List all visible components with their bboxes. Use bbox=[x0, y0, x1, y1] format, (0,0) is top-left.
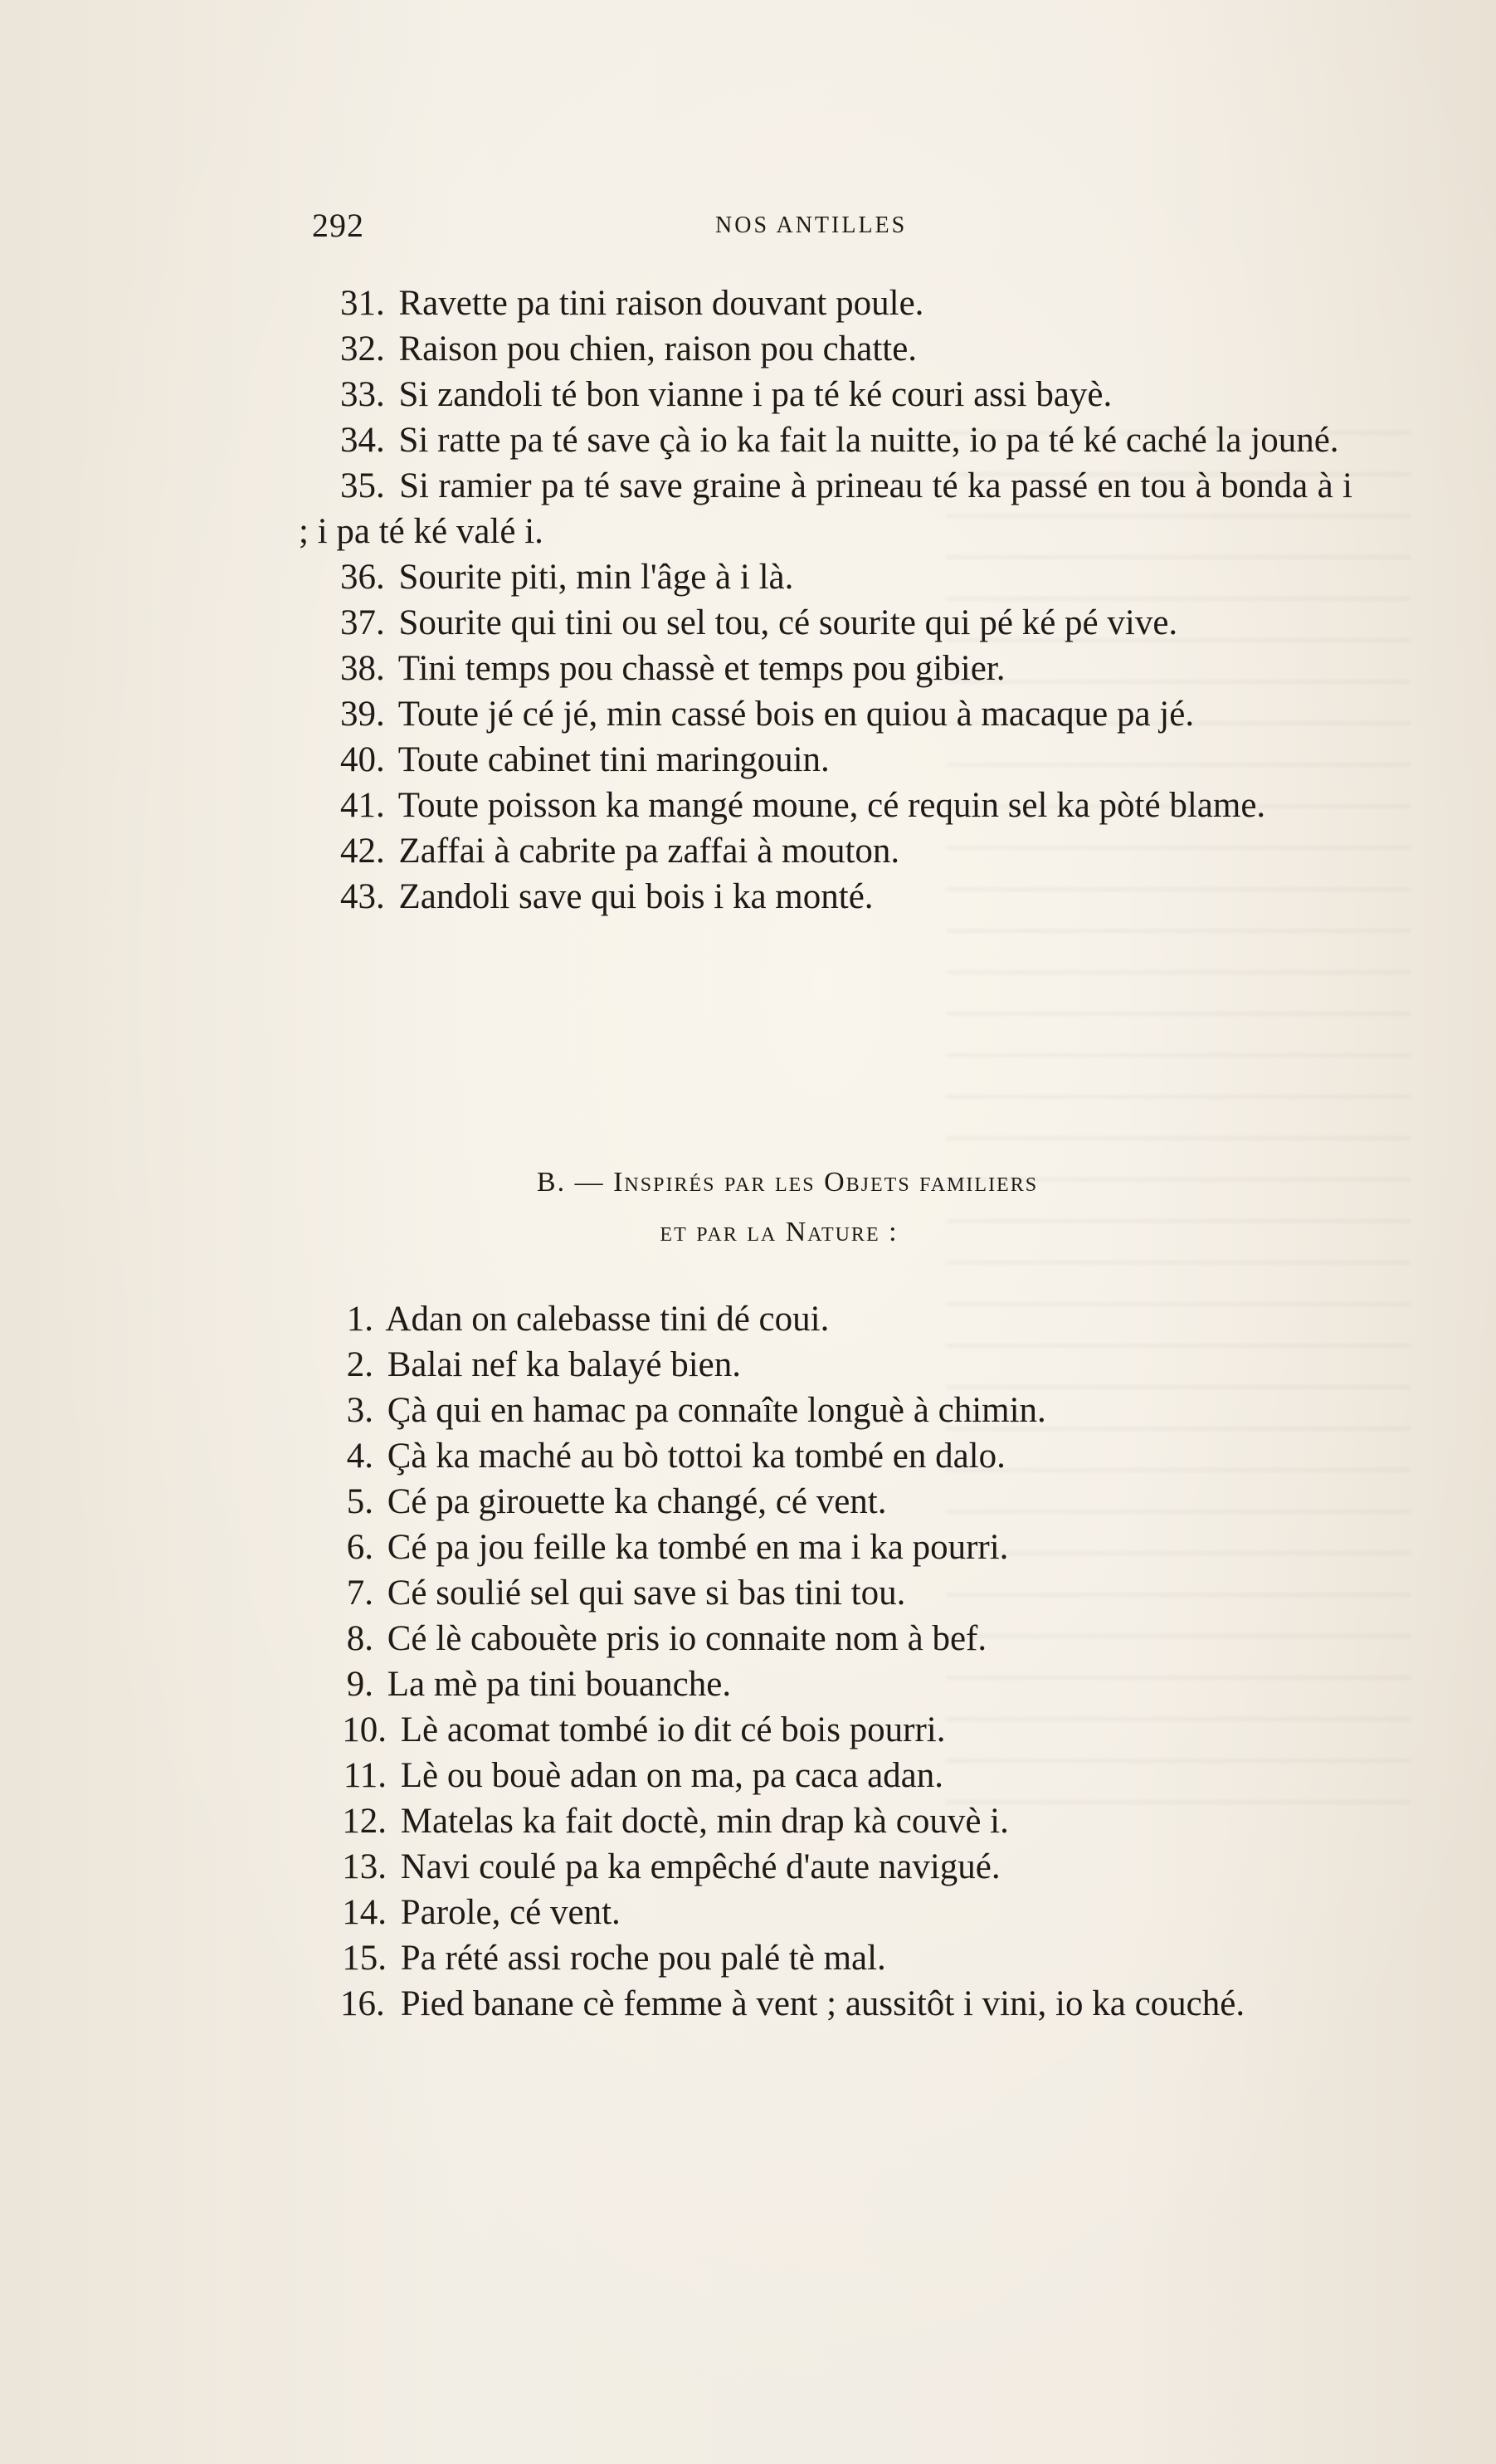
item-number: 5. bbox=[346, 1482, 373, 1521]
item-number: 36. bbox=[340, 558, 385, 597]
list-item bbox=[299, 783, 1352, 828]
list-item bbox=[299, 1981, 1352, 2027]
item-text: Toute jé cé jé, min cassé bois en quiou à macaque pa jé. bbox=[397, 695, 1195, 734]
item-text: Tini temps pou chassè et temps pou gibier. bbox=[397, 649, 1006, 688]
item-text: Toute cabinet tini maringouin. bbox=[397, 740, 830, 779]
item-text: Zandoli save qui bois i ka monté. bbox=[398, 877, 874, 916]
item-text: Matelas ka fait doctè, min drap kà couvè i. bbox=[400, 1802, 1009, 1841]
list-item bbox=[299, 1570, 1352, 1616]
item-number: 42. bbox=[340, 832, 385, 871]
item-text: Si ratte pa té save çà io ka fait la nuitte, io pa té ké caché la jouné. bbox=[398, 421, 1339, 460]
item-number: 16. bbox=[340, 1984, 385, 2023]
list-item bbox=[299, 372, 1352, 417]
page-header bbox=[0, 206, 1496, 247]
item-text: Zaffai à cabrite pa zaffai à mouton. bbox=[398, 832, 900, 871]
section-heading bbox=[0, 1158, 1496, 1257]
item-number: 14. bbox=[342, 1893, 387, 1932]
list-item bbox=[299, 1479, 1352, 1525]
item-text: Parole, cé vent. bbox=[400, 1893, 621, 1932]
running-head: NOS ANTILLES bbox=[715, 212, 908, 238]
item-text: Lè ou bouè adan on ma, pa caca adan. bbox=[400, 1756, 943, 1795]
item-number: 32. bbox=[340, 329, 385, 368]
list-item bbox=[299, 1935, 1352, 1981]
item-number: 12. bbox=[342, 1802, 387, 1841]
list-item bbox=[299, 281, 1352, 326]
item-text: Si zandoli té bon vianne i pa té ké couri assi bayè. bbox=[398, 375, 1113, 414]
item-number: 15. bbox=[342, 1939, 387, 1978]
item-text: Pied banane cè femme à vent ; aussitôt i vini, io ka couché. bbox=[400, 1984, 1245, 2023]
list-item bbox=[299, 1798, 1352, 1844]
item-number: 9. bbox=[346, 1665, 373, 1704]
list-item bbox=[299, 554, 1352, 600]
page-number: 292 bbox=[312, 207, 364, 244]
item-text: Pa rété assi roche pou palé tè mal. bbox=[400, 1939, 886, 1978]
item-text: Cé soulié sel qui save si bas tini tou. bbox=[387, 1574, 906, 1613]
item-number: 38. bbox=[340, 649, 385, 688]
item-number: 1. bbox=[346, 1300, 373, 1339]
list-item bbox=[299, 600, 1352, 646]
list-item bbox=[299, 1753, 1352, 1798]
item-number: 7. bbox=[346, 1574, 373, 1613]
list-item bbox=[299, 463, 1352, 554]
list-item bbox=[299, 417, 1352, 463]
item-number: 2. bbox=[346, 1345, 373, 1384]
item-number: 40. bbox=[340, 740, 385, 779]
list-item bbox=[299, 874, 1352, 920]
proverb-list-a bbox=[299, 281, 1352, 920]
item-text: Çà qui en hamac pa connaîte longuè à chimin. bbox=[387, 1391, 1046, 1430]
list-item bbox=[299, 1707, 1352, 1753]
item-number: 6. bbox=[346, 1528, 373, 1567]
list-item bbox=[299, 1433, 1352, 1479]
item-text: Ravette pa tini raison douvant poule. bbox=[398, 284, 924, 323]
list-item bbox=[299, 1661, 1352, 1707]
item-text: Raison pou chien, raison pou chatte. bbox=[398, 329, 918, 368]
list-item bbox=[299, 1342, 1352, 1388]
item-number: 10. bbox=[342, 1710, 387, 1749]
item-number: 13. bbox=[342, 1847, 387, 1886]
item-text: Navi coulé pa ka empêché d'aute navigué. bbox=[400, 1847, 1001, 1886]
item-text: Cé pa jou feille ka tombé en ma i ka pourri. bbox=[387, 1528, 1009, 1567]
item-number: 3. bbox=[346, 1391, 373, 1430]
item-number: 43. bbox=[340, 877, 385, 916]
list-item bbox=[299, 1616, 1352, 1661]
section-heading-line2: et par la Nature : bbox=[660, 1217, 899, 1247]
item-text: La mè pa tini bouanche. bbox=[387, 1665, 732, 1704]
list-item bbox=[299, 326, 1352, 372]
item-number: 39. bbox=[340, 695, 385, 734]
list-item bbox=[299, 1525, 1352, 1570]
list-item bbox=[299, 828, 1352, 874]
item-text: Sourite piti, min l'âge à i là. bbox=[398, 558, 794, 597]
item-number: 41. bbox=[340, 786, 385, 825]
item-text: Toute poisson ka mangé moune, cé requin sel ka pòté blame. bbox=[397, 786, 1266, 825]
list-item bbox=[299, 1844, 1352, 1890]
item-number: 8. bbox=[346, 1619, 373, 1658]
item-number: 34. bbox=[340, 421, 385, 460]
item-text: Si ramier pa té save graine à prineau té ka passé en tou à bonda à i ; i pa té ké valé i. bbox=[299, 466, 1353, 551]
item-number: 31. bbox=[340, 284, 385, 323]
list-item bbox=[299, 737, 1352, 783]
list-item bbox=[299, 1296, 1352, 1342]
item-text: Cé lè cabouète pris io connaite nom à bef. bbox=[387, 1619, 987, 1658]
list-item bbox=[299, 1388, 1352, 1433]
item-text: Lè acomat tombé io dit cé bois pourri. bbox=[400, 1710, 946, 1749]
item-number: 4. bbox=[346, 1437, 373, 1476]
section-heading-line1: B. — Inspirés par les Objets familiers bbox=[536, 1167, 1039, 1198]
item-number: 35. bbox=[340, 466, 385, 505]
proverb-list-b bbox=[299, 1296, 1352, 2027]
item-number: 33. bbox=[340, 375, 385, 414]
list-item bbox=[299, 646, 1352, 691]
list-item bbox=[299, 1890, 1352, 1935]
item-number: 11. bbox=[343, 1756, 387, 1795]
item-text: Cé pa girouette ka changé, cé vent. bbox=[387, 1482, 887, 1521]
item-text: Adan on calebasse tini dé coui. bbox=[385, 1300, 830, 1339]
item-text: Balai nef ka balayé bien. bbox=[387, 1345, 741, 1384]
list-item bbox=[299, 691, 1352, 737]
item-number: 37. bbox=[340, 603, 385, 642]
item-text: Çà ka maché au bò tottoi ka tombé en dalo. bbox=[387, 1437, 1006, 1476]
item-text: Sourite qui tini ou sel tou, cé sourite qui pé ké pé vive. bbox=[398, 603, 1178, 642]
